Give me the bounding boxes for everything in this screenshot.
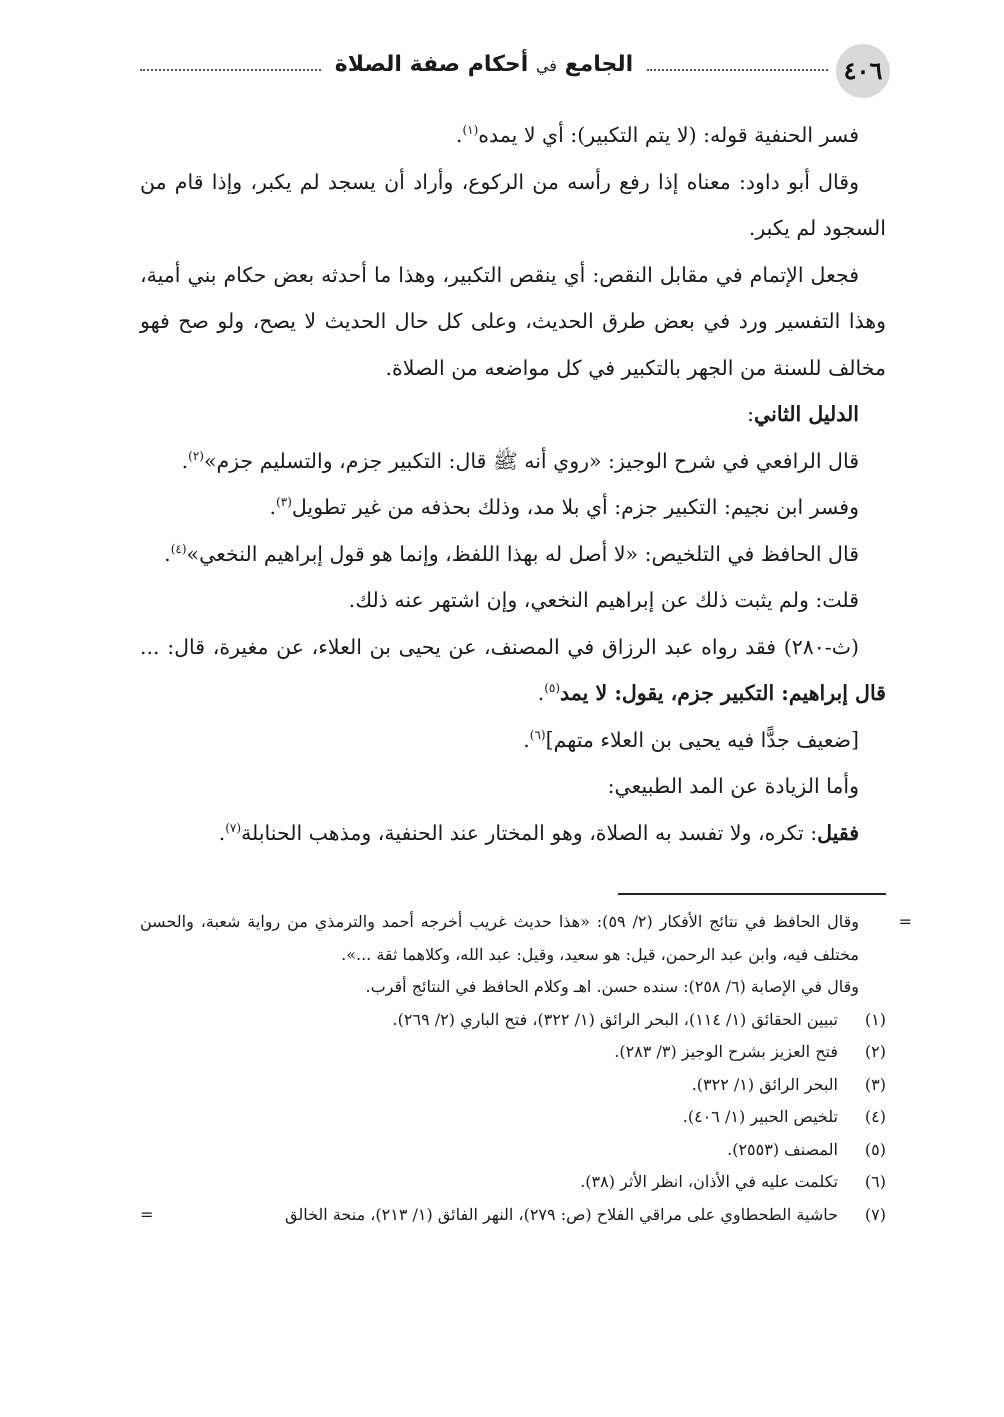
footnote-ref[interactable]: (٣) <box>276 495 292 510</box>
footnote-item <box>140 1166 886 1199</box>
paragraph: قال الرافعي في شرح الوجيز: «روي أنه ﷺ قال: التكبير جزم، والتسليم جزم»$^{(٢)}$. <box>181 448 859 473</box>
footnote-text: فتح العزيز بشرح الوجيز (٣/ ٢٨٣). <box>614 1042 838 1061</box>
footnotes <box>140 906 912 1231</box>
paragraph: وقال أبو داود: معناه إذا رفع رأسه من الركوع، وأراد أن يسجد لم يكبر، وإذا قام من السجود لم يكبر. <box>140 169 886 240</box>
footnote-number: (٢) <box>864 1042 886 1061</box>
footnote-text: تلخيص الحبير (١/ ٤٠٦). <box>682 1107 838 1126</box>
page-header <box>140 42 890 102</box>
paragraph: (ث-٢٨٠) فقد رواه عبد الرزاق في المصنف، عن يحيى بن العلاء، عن مغيرة، قال: ... قال إبراهيم: التكبير جزم، يقول: لا يمد$^{(٥)}$. <box>140 634 886 705</box>
paragraph: وفسر ابن نجيم: التكبير جزم: أي بلا مد، وذلك بحذفه من غير تطويل$^{(٣)}$. <box>269 495 859 519</box>
paragraph: قال الحافظ في التلخيص: «لا أصل له بهذا اللفظ، وإنما هو قول إبراهيم النخعي»$^{(٤)}$. <box>164 541 859 566</box>
footnote-number: (٦) <box>864 1172 886 1191</box>
section-heading: الدليل الثاني: <box>747 402 859 426</box>
footnote-ref[interactable]: (٤) <box>170 541 187 556</box>
footnote-text: تكلمت عليه في الأذان، انظر الأثر (٣٨). <box>580 1172 838 1191</box>
header-dots-left <box>140 69 321 71</box>
footnote-number: (١) <box>864 1009 886 1029</box>
footnote-ref[interactable]: (٥) <box>544 681 561 696</box>
footnote-item <box>140 1134 886 1167</box>
paragraph: فسر الحنفية قوله: (لا يتم التكبير): أي لا يمده$^{(١)}$. <box>455 123 859 147</box>
running-title-text: الجامع في أحكام صفة الصلاة <box>334 52 634 77</box>
footnote-continuation-line: وقال في الإصابة (٦/ ٢٥٨): سنده حسن. اهـ وكلام الحافظ في النتائج أقرب. <box>365 977 859 996</box>
footnote-ref[interactable]: (٢) <box>188 448 204 463</box>
footnote-number: (٣) <box>864 1074 886 1094</box>
footnote-text: البحر الرائق (١/ ٣٢٢). <box>691 1074 838 1094</box>
footnote-continuation: = وقال الحافظ في نتائج الأفكار (٢/ ٥٩): «هذا حديث غريب أخرجه أحمد والترمذي من رواية شعبة، والحسن مختلف فيه، وابن عبد الرحمن، قيل: هو سعيد، وقيل: عبد الله، وكلاهما ثقة ...». <box>140 906 886 971</box>
footnote-text: المصنف (٢٥٥٣). <box>727 1139 838 1159</box>
paragraph: [ضعيف جدًّا فيه يحيى بن العلاء متهم]$^{(٦)}$. <box>523 727 859 752</box>
paragraph: قلت: ولم يثبت ذلك عن إبراهيم النخعي، وإن اشتهر عنه ذلك. <box>348 588 859 612</box>
footnote-number: (٤) <box>864 1107 886 1126</box>
footnote-divider <box>618 893 886 895</box>
footnote-item <box>140 1004 886 1037</box>
footnote-item <box>140 1199 886 1232</box>
footnote-item <box>140 1069 886 1102</box>
footnote-ref[interactable]: (١) <box>462 123 479 138</box>
footnote-number: (٧) <box>864 1204 886 1224</box>
continuation-mark: = <box>140 1204 154 1224</box>
footnote-number: (٥) <box>864 1139 886 1159</box>
footnote-text: حاشية الطحطاوي على مراقي الفلاح (ص: ٢٧٩)، النهر الفائق (١/ ٢١٣)، منحة الخالق <box>285 1204 838 1224</box>
running-title <box>140 52 828 77</box>
paragraph: فقيل: تكره، ولا تفسد به الصلاة، وهو المختار عند الحنفية، ومذهب الحنابلة$^{(٧)}$. <box>218 820 859 845</box>
paragraph: فجعل الإتمام في مقابل النقص: أي ينقص التكبير، وهذا ما أحدثه بعض حكام بني أمية، وهذا التفسير ورد في بعض طرق الحديث، وعلى كل حال الحديث لا يصح، ولو صح فهو مخالف للسنة من الجهر بالتكبير في كل مواضعه من الصلاة. <box>140 262 886 380</box>
page-number-badge: ٤٠٦ <box>836 44 890 98</box>
paragraph: وأما الزيادة عن المد الطبيعي: <box>607 774 859 798</box>
main-text <box>140 112 886 856</box>
footnote-item <box>140 1101 886 1134</box>
footnote-ref[interactable]: (٦) <box>529 727 546 742</box>
footnote-text: تبيين الحقائق (١/ ١١٤)، البحر الرائق (١/ ٣٢٢)، فتح الباري (٢/ ٢٦٩). <box>392 1009 838 1029</box>
continuation-mark: = <box>898 912 912 931</box>
header-dots-right <box>647 69 828 71</box>
footnote-ref[interactable]: (٧) <box>225 820 242 835</box>
footnote-item <box>140 1036 886 1069</box>
